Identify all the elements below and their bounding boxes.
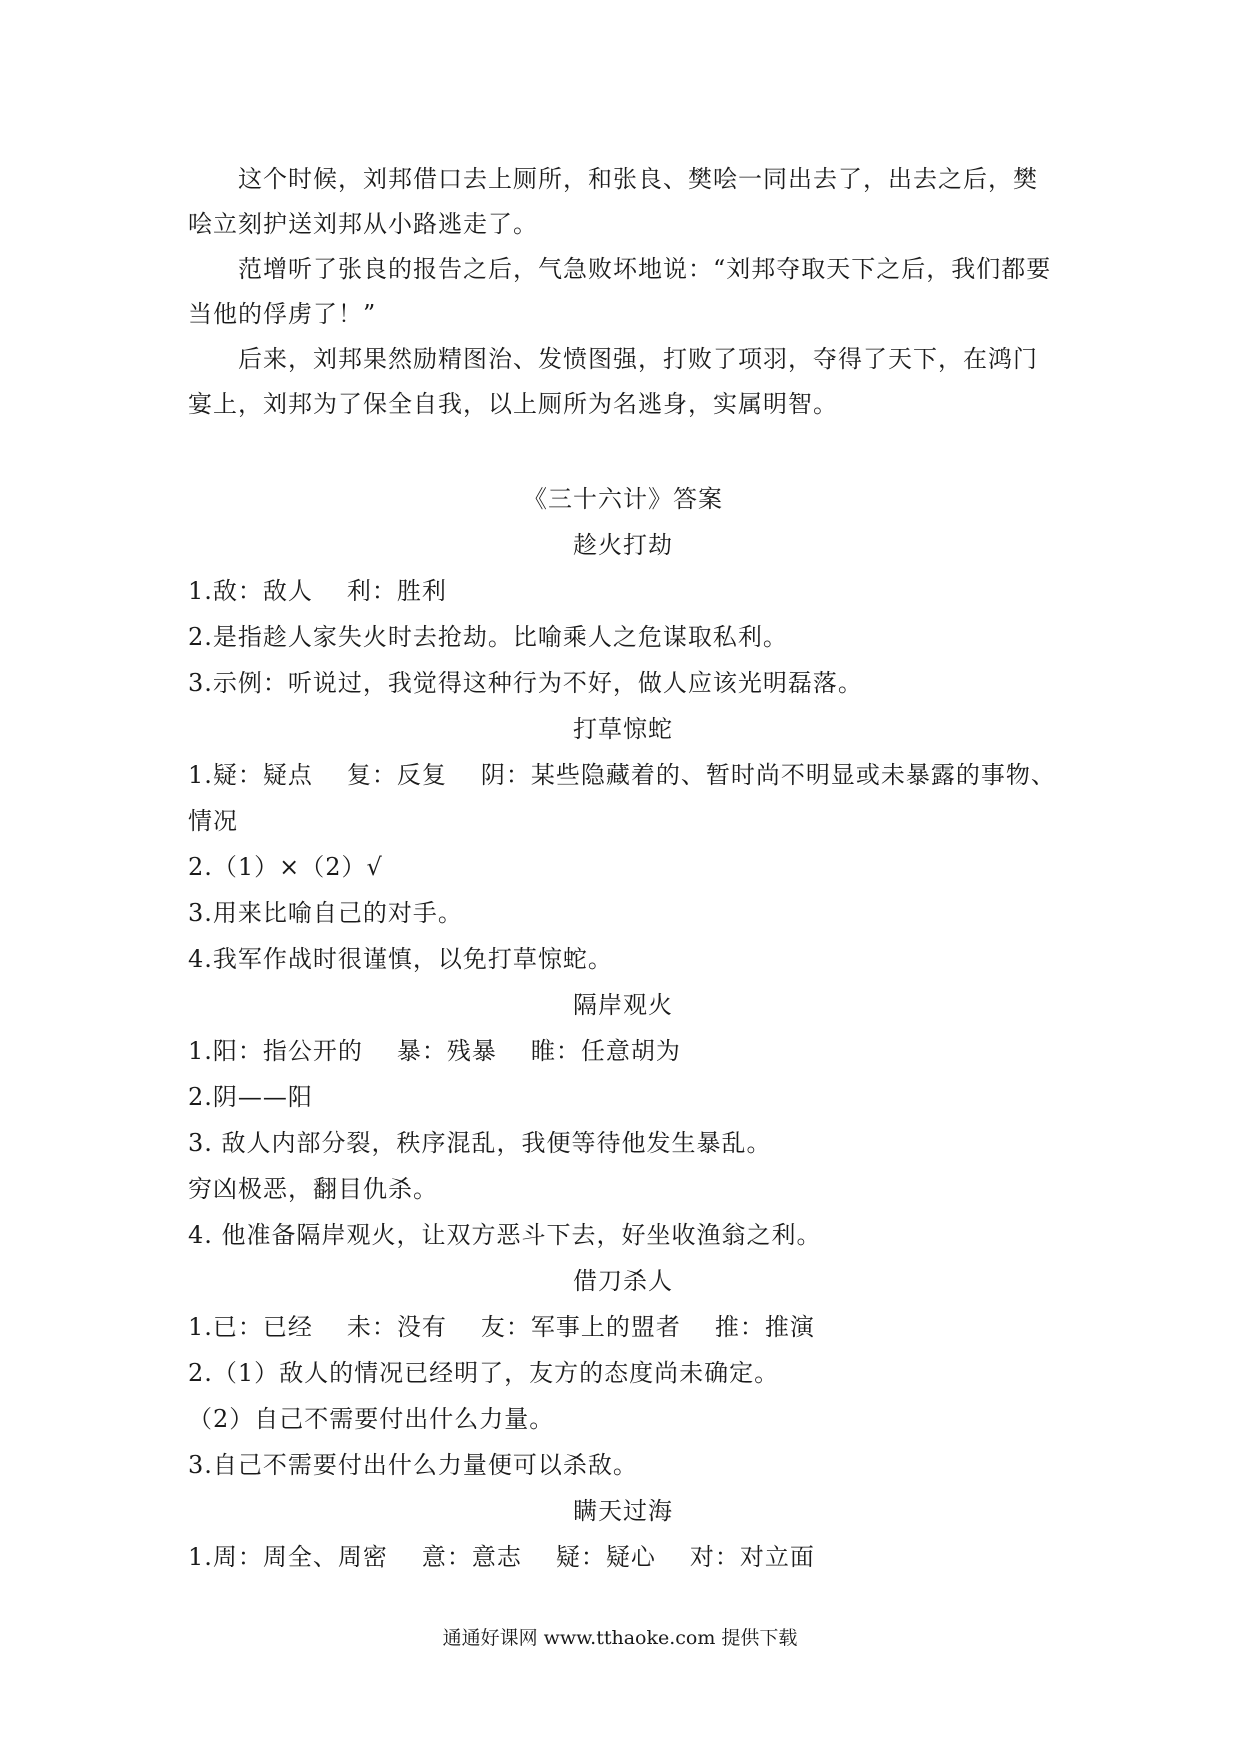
answer-key xyxy=(188,476,1058,1580)
answer-line xyxy=(188,752,1058,844)
section-heading: 打草惊蛇 xyxy=(573,715,673,743)
story-text xyxy=(188,157,1058,427)
story-paragraph: 后来，刘邦果然励精图治、发愤图强，打败了项羽，夺得了天下，在鸿门宴上，刘邦为了保全自我，以上厕所为名逃身，实属明智。 xyxy=(188,345,1038,418)
answer-term: 1.敌：敌人 xyxy=(188,577,313,605)
answer-term: 意：意志 xyxy=(421,1543,522,1571)
answer-term: 复：反复 xyxy=(346,761,447,789)
section-heading: 隔岸观火 xyxy=(573,991,673,1019)
answer-term: 1.阳：指公开的 xyxy=(188,1037,363,1065)
answer-line xyxy=(188,1534,1058,1580)
answer-key-title: 《三十六计》答案 xyxy=(523,485,723,513)
section-heading: 瞒天过海 xyxy=(573,1497,673,1525)
answer-line: 3.示例：听说过，我觉得这种行为不好，做人应该光明磊落。 xyxy=(188,669,863,697)
answer-term: 阴：某些隐藏着的、暂时尚不明显或未暴露的事物、情况 xyxy=(188,761,1056,835)
answer-line xyxy=(188,1304,1058,1350)
answer-term: 对：对立面 xyxy=(689,1543,815,1571)
answer-term: 利：胜利 xyxy=(346,577,447,605)
answer-line: 2.（1）敌人的情况已经明了，友方的态度尚未确定。 xyxy=(188,1359,780,1387)
answer-line: 2.阴——阳 xyxy=(188,1083,313,1111)
answer-line: （2）自己不需要付出什么力量。 xyxy=(188,1405,555,1433)
answer-term: 睢：任意胡为 xyxy=(530,1037,681,1065)
answer-line: 4. 他准备隔岸观火，让双方恶斗下去，好坐收渔翁之利。 xyxy=(188,1221,822,1249)
answer-line: 4.我军作战时很谨慎，以免打草惊蛇。 xyxy=(188,945,613,973)
section-heading: 趁火打劫 xyxy=(573,531,673,559)
answer-term: 友：军事上的盟者 xyxy=(480,1313,681,1341)
answer-line: 3.自己不需要付出什么力量便可以杀敌。 xyxy=(188,1451,638,1479)
answer-term: 疑：疑心 xyxy=(555,1543,656,1571)
answer-line: 3. 敌人内部分裂，秩序混乱，我便等待他发生暴乱。 xyxy=(188,1129,772,1157)
answer-line: 3.用来比喻自己的对手。 xyxy=(188,899,463,927)
answer-term: 暴：残暴 xyxy=(396,1037,497,1065)
answer-line: 穷凶极恶，翻目仇杀。 xyxy=(188,1175,438,1203)
answer-term: 推：推演 xyxy=(714,1313,815,1341)
answer-line xyxy=(188,568,1058,614)
story-paragraph: 范增听了张良的报告之后，气急败坏地说：“刘邦夺取天下之后，我们都要当他的俘虏了！” xyxy=(188,255,1052,328)
page-footer: 通通好课网 www.tthaoke.com 提供下载 xyxy=(442,1627,798,1649)
story-paragraph: 这个时候，刘邦借口去上厕所，和张良、樊哙一同出去了，出去之后，樊哙立刻护送刘邦从小路逃走了。 xyxy=(188,165,1038,238)
answer-term: 1.周：周全、周密 xyxy=(188,1543,388,1571)
answer-term: 1.已：已经 xyxy=(188,1313,313,1341)
answer-term: 未：没有 xyxy=(346,1313,447,1341)
section-heading: 借刀杀人 xyxy=(573,1267,673,1295)
answer-term: 1.疑：疑点 xyxy=(188,761,313,789)
answer-line: 2.（1）×（2）√ xyxy=(188,853,383,881)
answer-line xyxy=(188,1028,1058,1074)
answer-line: 2.是指趁人家失火时去抢劫。比喻乘人之危谋取私利。 xyxy=(188,623,788,651)
